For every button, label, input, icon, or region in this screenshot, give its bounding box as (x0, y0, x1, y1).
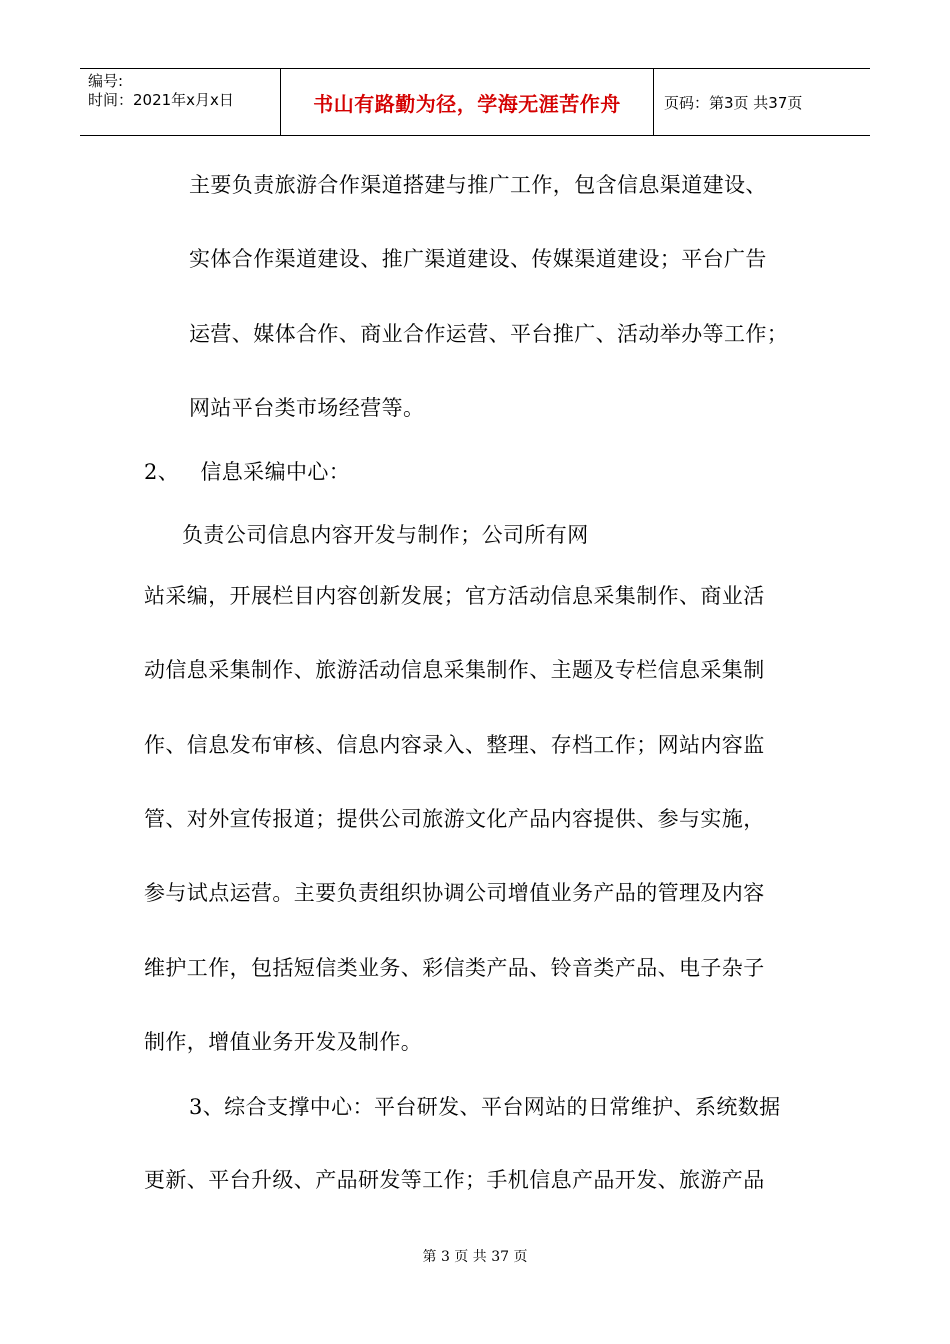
body-line-12: 维护工作，包括短信类业务、彩信类产品、铃音类产品、电子杂子 (144, 956, 765, 980)
body-line-15: 更新、平台升级、产品研发等工作；手机信息产品开发、旅游产品 (144, 1168, 765, 1192)
header-page-info: 页码：第3页 共37页 (664, 93, 803, 112)
body-line-7: 站采编，开展栏目内容创新发展；官方活动信息采集制作、商业活 (144, 584, 765, 608)
body-line-4: 网站平台类市场经营等。 (189, 396, 425, 420)
body-line-9: 作、信息发布审核、信息内容录入、整理、存档工作；网站内容监 (144, 733, 765, 757)
body-line-3: 运营、媒体合作、商业合作运营、平台推广、活动举办等工作； (189, 322, 789, 346)
section-heading-3: 3、综合支撑中心：平台研发、平台网站的日常维护、系统数据 (189, 1095, 781, 1119)
document-number-label: 编号: (88, 72, 124, 90)
body-line-2: 实体合作渠道建设、推广渠道建设、传媒渠道建设；平台广告 (189, 247, 767, 271)
body-line-1: 主要负责旅游合作渠道搭建与推广工作，包含信息渠道建设、 (189, 173, 767, 197)
body-line-13: 制作，增值业务开发及制作。 (144, 1030, 423, 1054)
header-motto: 书山有路勤为径，学海无涯苦作舟 (281, 69, 654, 135)
page-header (80, 68, 870, 136)
body-line-10: 管、对外宣传报道；提供公司旅游文化产品内容提供、参与实施， (144, 807, 765, 831)
page-footer: 第 3 页 共 37 页 (422, 1249, 528, 1265)
header-meta-cell (80, 69, 281, 135)
body-line-6: 负责公司信息内容开发与制作；公司所有网 (182, 523, 589, 547)
document-time-label: 时间：2021年x月x日 (88, 91, 234, 109)
body-line-8: 动信息采集制作、旅游活动信息采集制作、主题及专栏信息采集制 (144, 658, 765, 682)
body-line-11: 参与试点运营。主要负责组织协调公司增值业务产品的管理及内容 (144, 881, 765, 905)
section-heading-2: 2、 信息采编中心： (144, 460, 351, 484)
